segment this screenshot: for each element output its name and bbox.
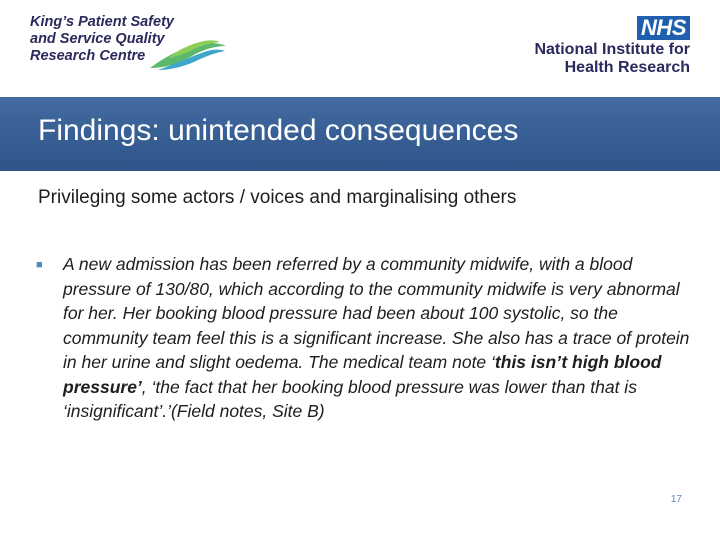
bullet-text-before: A new admission has been referred by a community midwife, with a blood pressure of 130/80, which according to the community midwife is very abnormal for her. Her booking blood pressure had been about 100 systolic, so the community team feel this is a significant increase. She also has a trace of protein in her urine and slight oedema. The medical team note ‘ [63, 254, 690, 372]
kings-logo [30, 14, 230, 78]
kings-logo-line-2: and Service Quality [30, 31, 165, 47]
swoosh-icon [148, 34, 228, 74]
kings-logo-line-3: Research Centre [30, 48, 146, 64]
slide-title: Findings: unintended consequences [38, 114, 519, 147]
nihr-logo-line-1: National Institute for [534, 41, 690, 58]
bullet-text [63, 252, 693, 424]
page-number: 17 [670, 494, 682, 505]
nihr-logo-line-2: Health Research [564, 59, 690, 76]
bullet-text-after: , ‘the fact that her booking blood pressure was lower than that is ‘insignificant’.’(Field notes, Site B) [63, 376, 637, 421]
bullet-text-emphasis: this isn’t high blood pressure’ [63, 352, 662, 397]
nhs-badge: NHS [637, 16, 690, 40]
nihr-logo [520, 16, 690, 76]
slide-subtitle: Privileging some actors / voices and marginalising others [38, 187, 517, 208]
bullet-square-icon: ■ [36, 259, 43, 271]
kings-logo-line-1: King’s Patient Safety [30, 14, 174, 30]
